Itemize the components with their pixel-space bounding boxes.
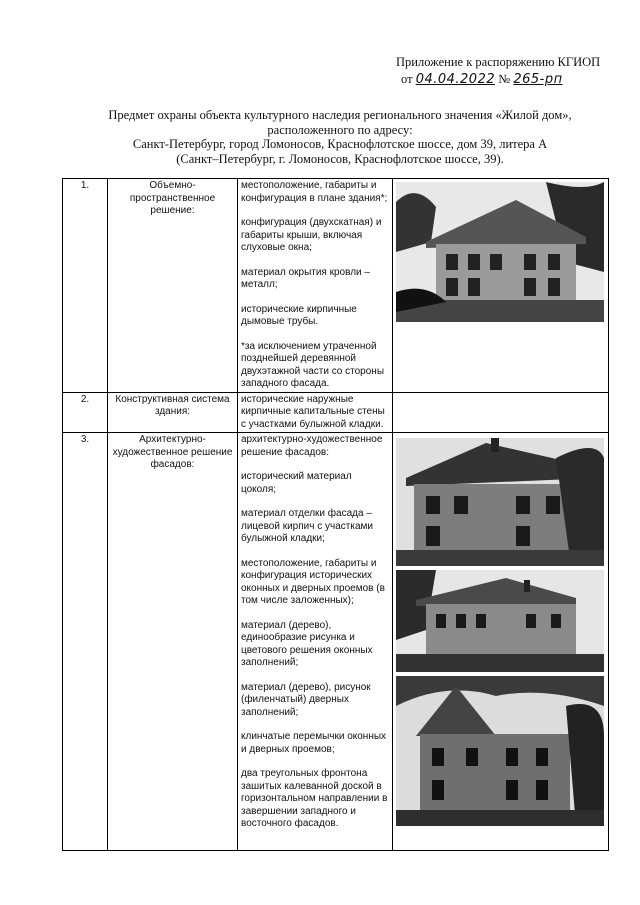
document-title [40, 108, 640, 166]
row-category: Архитектурно-художественное решение фасадов: [108, 433, 238, 851]
title-line-2: расположенного по адресу: [267, 122, 413, 137]
row-category: Объемно-пространственное решение: [108, 179, 238, 393]
row-criteria [238, 392, 393, 433]
row-number: 1. [63, 179, 108, 393]
building-photo-3-image [396, 570, 604, 672]
protection-subject-table [62, 178, 609, 851]
appendix-title: Приложение к распоряжению КГИОП [396, 55, 601, 69]
criterion-item: материал отделки фасада – лицевой кирпич с участками булыжной кладки; [241, 508, 373, 544]
criterion-item: *за исключением утраченной позднейшей деревянной двухэтажной части со стороны западного фасада. [241, 340, 385, 389]
table-row [63, 433, 609, 851]
number-sign: № [498, 72, 511, 86]
handwritten-date: 04.04.2022 [415, 72, 496, 87]
photo-cell [393, 433, 609, 851]
handwritten-number: 265-рп [513, 72, 563, 87]
empty-cell [393, 392, 609, 433]
criterion-item: исторические кирпичные дымовые трубы. [241, 303, 357, 327]
criterion-item: исторические наружные кирпичные капитальные стены с участками булыжной кладки. [241, 393, 385, 430]
title-line-3: Санкт-Петербург, город Ломоносов, Краснофлотское шоссе, дом 39, литера А [132, 137, 548, 151]
building-photo-1-image [396, 182, 604, 322]
building-photo-2 [396, 438, 604, 566]
row-criteria [238, 179, 393, 393]
photo-cell [393, 179, 609, 393]
row-number: 3. [63, 433, 108, 851]
building-photo-2-image [396, 438, 604, 566]
row-criteria [238, 433, 393, 851]
row-category: Конструктивная система здания: [108, 392, 238, 433]
building-photo-4-image [396, 676, 604, 826]
criterion-item: местоположение, габариты и конфигурация исторических оконных и дверных проемов (в том числе заложенных); [241, 557, 385, 606]
criterion-item: материал (дерево), единообразие рисунка и цветового решения оконных заполнений; [241, 619, 373, 668]
criterion-item: два треугольных фронтона зашитых калеванной доской в горизонтальном направлении в завершении западного и восточного фасадов. [241, 768, 388, 829]
table-row [63, 392, 609, 433]
building-photo-3 [396, 570, 604, 672]
table-row [63, 179, 609, 393]
from-prefix: от [401, 72, 413, 86]
building-photo-4 [396, 676, 604, 826]
row-number: 2. [63, 392, 108, 433]
title-line-1: Предмет охраны объекта культурного наследия регионального значения «Жилой дом», [108, 108, 572, 122]
title-line-4: (Санкт–Петербург, г. Ломоносов, Краснофлотское шоссе, 39). [176, 151, 504, 166]
appendix-date-line [368, 71, 626, 88]
appendix-header [368, 54, 626, 88]
criterion-item: архитектурно-художественное решение фасадов: [241, 434, 383, 458]
criterion-item: материал окрытия кровли – металл; [241, 266, 370, 290]
criterion-item: исторический материал цоколя; [241, 471, 352, 495]
criterion-item: материал (дерево), рисунок (филенчатый) дверных заполнений; [241, 681, 371, 718]
building-photo-1 [396, 182, 604, 322]
criterion-item: местоположение, габариты и конфигурация в плане здания*; [241, 180, 388, 204]
criterion-item: конфигурация (двухскатная) и габариты крыши, включая слуховые окна; [241, 217, 382, 253]
criterion-item: клинчатые перемычки оконных и дверных проемов; [241, 731, 387, 755]
